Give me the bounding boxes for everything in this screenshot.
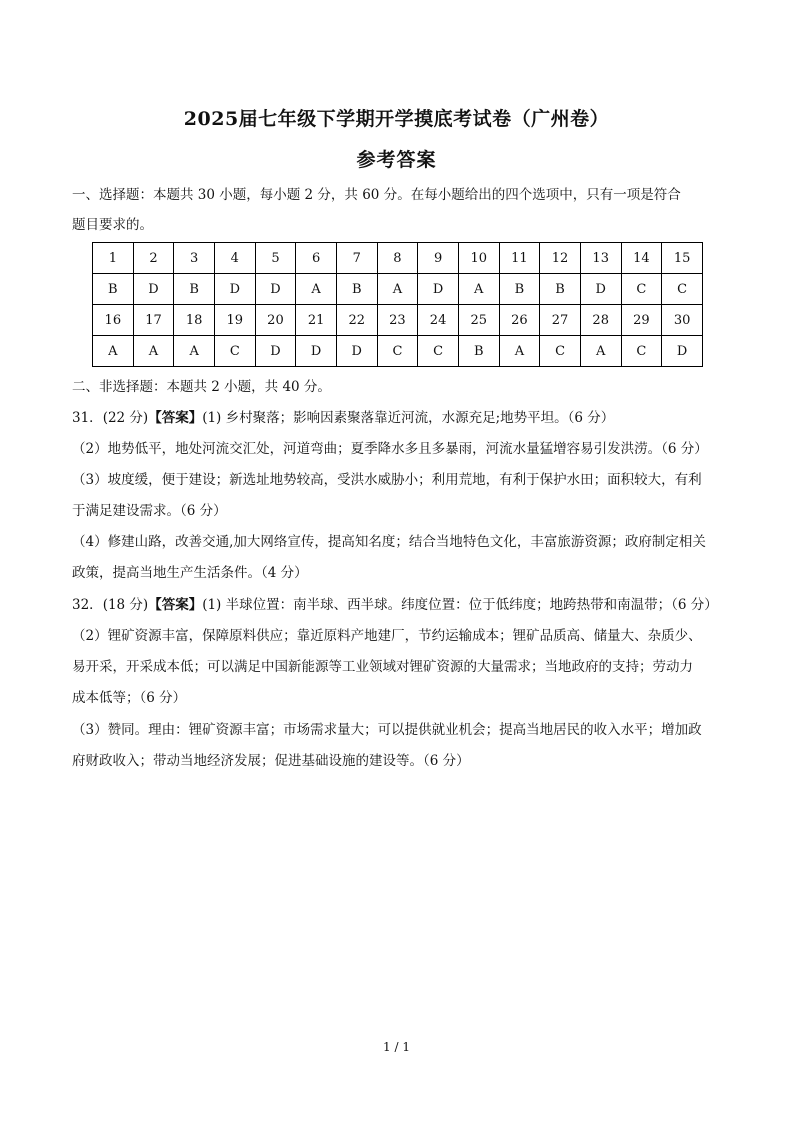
page-number: 1 / 1 bbox=[383, 1040, 410, 1054]
q32-line1 bbox=[72, 590, 727, 621]
q31-part1: (1) 乡村聚落；影响因素聚落靠近河流，水源充足;地势平坦。（6 分） bbox=[202, 410, 615, 426]
table-cell: 7 bbox=[336, 243, 377, 274]
q31-score: (22 分) bbox=[102, 410, 149, 426]
q31-answer-tag: 【答案】 bbox=[148, 410, 203, 426]
q32-score: (18 分) bbox=[102, 597, 149, 613]
table-cell: 23 bbox=[377, 305, 418, 336]
table-cell: C bbox=[662, 274, 703, 305]
table-cell: C bbox=[621, 336, 662, 367]
table-cell: A bbox=[174, 336, 215, 367]
table-cell: 19 bbox=[214, 305, 255, 336]
q32-part1: (1) 半球位置：南半球、西半球。纬度位置：位于低纬度；地跨热带和南温带；（6 分） bbox=[202, 597, 718, 613]
table-cell: C bbox=[418, 336, 459, 367]
table-cell: A bbox=[296, 274, 337, 305]
table-cell: 20 bbox=[255, 305, 296, 336]
table-cell: 3 bbox=[174, 243, 215, 274]
q31-part3-line2: 于满足建设需求。（6 分） bbox=[72, 503, 227, 519]
q32-part2-line1: （2）锂矿资源丰富，保障原料供应；靠近原料产地建厂，节约运输成本；锂矿品质高、储量大、杂质少、 bbox=[72, 628, 702, 644]
table-cell: B bbox=[540, 274, 581, 305]
table-cell: C bbox=[214, 336, 255, 367]
table-cell: D bbox=[336, 336, 377, 367]
q31-part2: （2）地势低平，地处河流交汇处，河道弯曲；夏季降水多且多暴雨，河流水量猛增容易引发洪涝。（6 分） bbox=[72, 441, 708, 457]
table-cell: 25 bbox=[458, 305, 499, 336]
table-cell: 9 bbox=[418, 243, 459, 274]
table-cell: C bbox=[621, 274, 662, 305]
q32-part3-line1: （3）赞同。理由：锂矿资源丰富；市场需求量大；可以提供就业机会；提高当地居民的收入水平；增加政 bbox=[72, 722, 702, 738]
q31-number: 31． bbox=[72, 410, 103, 426]
table-cell: B bbox=[458, 336, 499, 367]
table-cell: A bbox=[133, 336, 174, 367]
document-title: 2025届七年级下学期开学摸底考试卷（广州卷） bbox=[183, 108, 610, 130]
table-cell: D bbox=[662, 336, 703, 367]
table-cell: 30 bbox=[662, 305, 703, 336]
q32-part3-line2: 府财政收入；带动当地经济发展；促进基础设施的建设等。（6 分） bbox=[72, 753, 470, 769]
table-cell: A bbox=[458, 274, 499, 305]
table-cell: A bbox=[499, 336, 540, 367]
q31-part4-line1: （4）修建山路，改善交通,加大网络宣传，提高知名度；结合当地特色文化，丰富旅游资源；政府制定相关 bbox=[72, 534, 706, 550]
document-subtitle: 参考答案 bbox=[356, 149, 437, 171]
table-cell: A bbox=[580, 336, 621, 367]
q32-part2-line2: 易开采，开采成本低；可以满足中国新能源等工业领域对锂矿资源的大量需求；当地政府的支持；劳动力 bbox=[72, 659, 693, 675]
table-cell: D bbox=[255, 274, 296, 305]
table-row bbox=[93, 243, 703, 274]
table-cell: 5 bbox=[255, 243, 296, 274]
q32-number: 32． bbox=[72, 597, 103, 613]
table-cell: 15 bbox=[662, 243, 703, 274]
table-cell: B bbox=[336, 274, 377, 305]
table-cell: 28 bbox=[580, 305, 621, 336]
table-cell: 16 bbox=[93, 305, 134, 336]
table-cell: 24 bbox=[418, 305, 459, 336]
table-cell: 6 bbox=[296, 243, 337, 274]
table-cell: 18 bbox=[174, 305, 215, 336]
table-row bbox=[93, 274, 703, 305]
table-cell: 29 bbox=[621, 305, 662, 336]
table-row bbox=[93, 305, 703, 336]
table-cell: 2 bbox=[133, 243, 174, 274]
table-cell: D bbox=[214, 274, 255, 305]
q31-part4-line2: 政策，提高当地生产生活条件。（4 分） bbox=[72, 565, 308, 581]
answer-table bbox=[92, 242, 703, 367]
table-cell: 12 bbox=[540, 243, 581, 274]
table-cell: B bbox=[499, 274, 540, 305]
table-cell: D bbox=[418, 274, 459, 305]
table-cell: B bbox=[93, 274, 134, 305]
q31-part3-line1: （3）坡度缓，便于建设；新选址地势较高，受洪水威胁小；利用荒地，有利于保护水田；面积较大，有利 bbox=[72, 472, 702, 488]
table-row bbox=[93, 336, 703, 367]
table-cell: A bbox=[93, 336, 134, 367]
table-cell: 17 bbox=[133, 305, 174, 336]
table-cell: A bbox=[377, 274, 418, 305]
table-cell: 1 bbox=[93, 243, 134, 274]
table-cell: 8 bbox=[377, 243, 418, 274]
q31-line1 bbox=[72, 403, 727, 434]
table-cell: 10 bbox=[458, 243, 499, 274]
section2-heading: 二、非选择题：本题共 2 小题，共 40 分。 bbox=[72, 379, 331, 395]
table-cell: C bbox=[377, 336, 418, 367]
table-cell: 11 bbox=[499, 243, 540, 274]
table-cell: D bbox=[255, 336, 296, 367]
table-cell: 27 bbox=[540, 305, 581, 336]
table-cell: 13 bbox=[580, 243, 621, 274]
table-cell: 22 bbox=[336, 305, 377, 336]
table-cell: B bbox=[174, 274, 215, 305]
q32-answer-tag: 【答案】 bbox=[148, 597, 203, 613]
table-cell: 14 bbox=[621, 243, 662, 274]
table-cell: C bbox=[540, 336, 581, 367]
q32-part2-line3: 成本低等；（6 分） bbox=[72, 690, 187, 706]
section1-heading-line1: 一、选择题：本题共 30 小题，每小题 2 分，共 60 分。在每小题给出的四个选项中，只有一项是符合 bbox=[72, 187, 681, 203]
section1-heading-line2: 题目要求的。 bbox=[72, 217, 153, 233]
table-cell: D bbox=[296, 336, 337, 367]
table-cell: D bbox=[133, 274, 174, 305]
table-cell: 26 bbox=[499, 305, 540, 336]
table-cell: D bbox=[580, 274, 621, 305]
table-cell: 4 bbox=[214, 243, 255, 274]
table-cell: 21 bbox=[296, 305, 337, 336]
